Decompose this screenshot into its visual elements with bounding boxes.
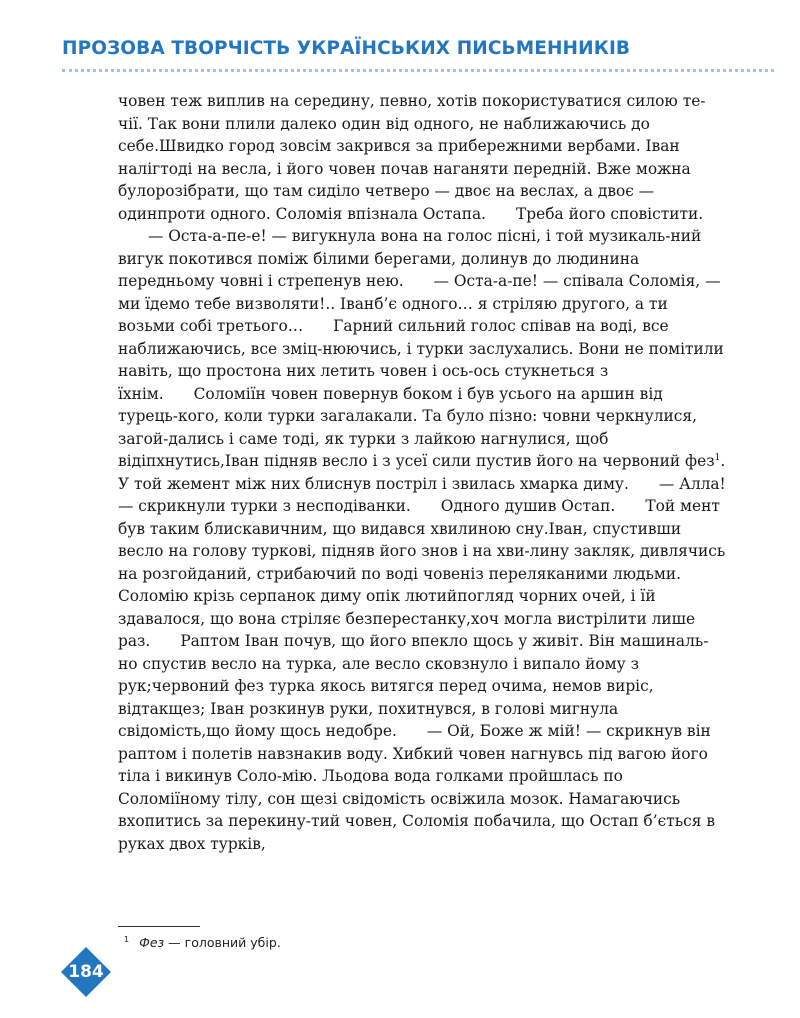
text-line-content: із переляканими людьми. Соломію крізь серпанок диму опік лютий [118, 564, 682, 605]
text-line-content: — Оста-а-пе-е! — вигукнула вона на голос пісні, і той музикаль- [148, 227, 671, 245]
section-title: ПРОЗОВА ТВОРЧІСТЬ УКРАЇНСЬКИХ ПИСЬМЕННИКІВ [62, 38, 631, 59]
text-line-content: Швидко город зовсім закрився за прибережними вербами. Іван наліг [118, 137, 680, 178]
text-line-content: но спустив весло на турка, але весло сковзнуло і випало йому з рук; [118, 654, 639, 695]
running-header [62, 38, 782, 72]
text-line-content: — Алла! — скрикнули турки з несподіванки. [118, 474, 726, 515]
text-line-content: Іван підняв весло і з усеї сили пустив його на червоний фез [224, 452, 715, 470]
text-line-content: проти одного. Соломія впізнала Остапа. [157, 204, 487, 223]
text-line-content: Той мент був таким блискавичним, що видався хвилиною сну. [118, 497, 720, 538]
text-line-content: кого, коли турки загалакали. Та було пізно: човни черкнулися, загой- [118, 407, 697, 448]
text-line-content: на них летить човен і ось-ось стукнеться з їхнім. [118, 362, 609, 403]
text-line-content: червоний фез турка якось витягся перед очима, немов виріс, відтак [118, 677, 654, 718]
page-number-badge [60, 946, 112, 998]
text-line-content: погляд чорних очей, і їй здавалося, що вона стріляє безперестанку, [118, 587, 656, 628]
text-line-content: — Ой, Боже ж мій! — скрикнув він раптом і полетів навзнаки [118, 722, 711, 763]
text-line-content: Одного душив Остап. [440, 497, 616, 515]
text-line-content: Треба його сповістити. [516, 204, 704, 223]
text-line-content: Гарний сильний голос співав на воді, все наближаючись, все зміц- [118, 317, 669, 358]
text-line-content: — Оста-а-пе! — співала Соломія, — ми їдемо тебе визволяти!.. Іван [118, 272, 721, 313]
text-line-content: хоч могла вистрілити лише раз. [118, 609, 696, 650]
footnote [124, 935, 281, 950]
text-line [118, 227, 670, 245]
text-line-content: дались і саме тоді, як турки з лайкою нагнулися, щоб відіпхнутись, [118, 429, 609, 470]
text-line-content: мію. Льодова вода голками пройшлась по Соломіїному тілу, сон щез [118, 767, 623, 808]
text-line-content: тий човен, Соломія побачила, що Остап б’ється в руках двох турків, [118, 812, 715, 853]
text-line [150, 632, 708, 650]
page-number: 184 [68, 962, 104, 982]
text-line [157, 205, 486, 223]
text-line [411, 497, 616, 515]
text-line-content: мент між них блиснув постріл і звилась хмарка диму. [190, 474, 629, 493]
text-line-content: ний вигук покотився поміж білими берегами, долинув до людини [118, 227, 702, 268]
text-line [190, 475, 629, 493]
header-dotted-rule [62, 69, 774, 72]
footnote-term: Фез [139, 935, 165, 951]
text-line-content: на передньому човні і стрепенув нею. [118, 249, 640, 290]
text-line [118, 92, 706, 110]
text-line-content: що йому щось недобре. [206, 722, 397, 740]
text-line-content: щез; Іван розкинув руки, похитнувся, в голові мигнула свідомість, [118, 699, 619, 740]
footnote-reference: 1 [714, 452, 721, 463]
footnote-separator [118, 926, 200, 927]
text-line-content: нюючись, і турки заслухались. Вони не помітили навіть, що просто [118, 339, 724, 380]
text-line-content: і свідомість освіжила мозок. Намагаючись вхопитись за перекину- [118, 789, 681, 830]
text-line [206, 722, 397, 740]
text-line-content: тоді на весла, і його човен почав наганяти передній. Вже можна було [118, 159, 691, 200]
text-line-content: човен теж виплив на середину, певно, хотів покористуватися силою те- [118, 92, 706, 110]
text-line-content: Соломіїн човен повернув боком і був усього на аршин від турець- [118, 384, 663, 425]
text-line-content: б’є одного… я стріляю другого, а ти возьми собі третього… [118, 294, 668, 335]
text-line-content: лину закляк, дивлячись на розгойданий, стрибаючий по воді човен [118, 542, 726, 583]
text-line-content: Раптом Іван почув, що його впекло щось у живіт. Він машиналь- [180, 632, 709, 650]
text-line-content: в воду. Хибкий човен нагнувсь під вагою його тіла і викинув Соло- [118, 744, 708, 785]
footnote-definition: — головний убір. [164, 935, 281, 951]
text-line-content: . У той же [118, 452, 726, 493]
footnote-marker: 1 [124, 935, 130, 944]
text-line-content: Іван, спустивши весло на голову туркові, підняв його знов і на хви- [118, 519, 682, 560]
text-line-content: розібрати, що там сиділо четверо — двоє на веслах, а двоє — один [118, 182, 655, 223]
main-text [118, 90, 726, 855]
text-line-content: чії. Так вони плили далеко один від одного, не наближаючись до себе. [118, 114, 650, 155]
text-line [486, 205, 703, 223]
